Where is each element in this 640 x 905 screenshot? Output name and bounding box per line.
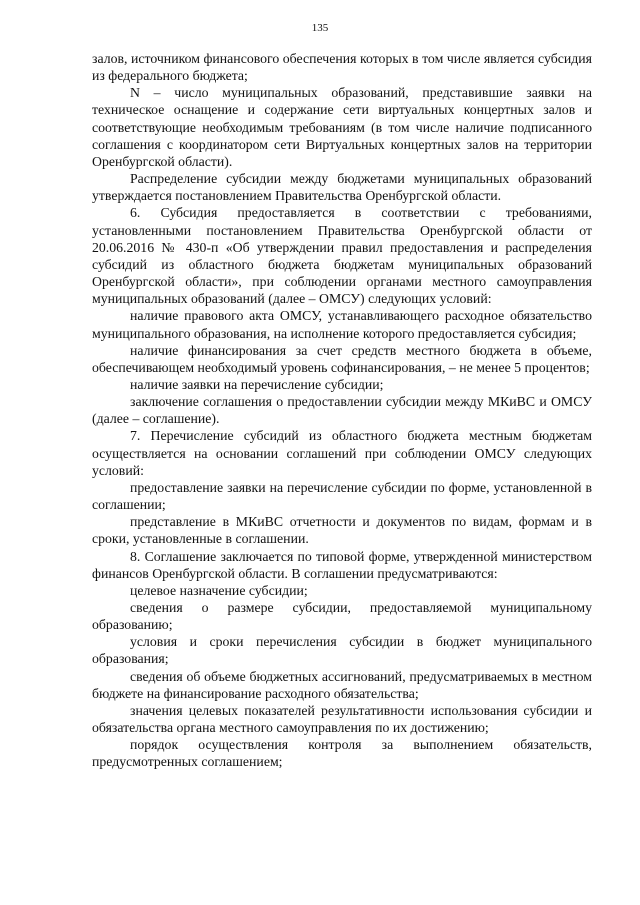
paragraph-clause-6: 6. Субсидия предоставляется в соответствии с требованиями, установленными постановлением Правительства Оренбургской области от 20.06.2016 № 430-п «Об утверждении правил предоставления и распределения субсидий из областного бюджета бюджетам муниципальных образований Оренбургской области», при соблюдении органами местного самоуправления муниципальных образований (далее – ОМСУ) следующих условий: [92, 205, 592, 307]
paragraph-condition-agreement: заключение соглашения о предоставлении субсидии между МКиВС и ОМСУ (далее – соглашение). [92, 394, 592, 427]
paragraph-transfer-application: предоставление заявки на перечисление субсидии по форме, установленной в соглашении; [92, 479, 592, 513]
paragraph-agreement-purpose: целевое назначение субсидии; [130, 582, 308, 598]
paragraph-clause-7: 7. Перечисление субсидий из областного бюджета местным бюджетам осуществляется на основании соглашений при соблюдении ОМСУ следующих условий: [92, 428, 592, 478]
paragraph-condition-financing: наличие финансирования за счет средств местного бюджета в объеме, обеспечивающем необходимый уровень софинансирования, – не менее 5 процентов; [92, 342, 592, 375]
paragraph-condition-application: наличие заявки на перечисление субсидии; [130, 376, 384, 392]
paragraph-distribution: Распределение субсидии между бюджетами муниципальных образований утверждается постановлением Правительства Оренбургской области. [92, 171, 592, 204]
paragraph-agreement-amount: сведения о размере субсидии, предоставляемой муниципальному образованию; [92, 600, 592, 633]
paragraph-continuation: залов, источником финансового обеспечения которых в том числе является субсидия из федерального бюджета; [92, 51, 592, 84]
paragraph-agreement-allocations: сведения об объеме бюджетных ассигнований, предусматриваемых в местном бюджете на финансирование расходного обязательства; [92, 668, 592, 701]
paragraph-agreement-control: порядок осуществления контроля за выполнением обязательств, предусмотренных соглашением; [92, 737, 592, 770]
paragraph-clause-8: 8. Соглашение заключается по типовой форме, утвержденной министерством финансов Оренбургской области. В соглашении предусматриваются: [92, 548, 592, 581]
paragraph-agreement-terms: условия и сроки перечисления субсидии в бюджет муниципального образования; [92, 634, 592, 667]
paragraph-n-definition: N – число муниципальных образований, представившие заявки на техническое оснащение и содержание сети виртуальных концертных залов и соответствующие необходимым требованиям (в том числе наличие подписанного соглашения с координатором сети Виртуальных концертных залов на территории Оренбургской области). [92, 85, 592, 169]
paragraph-agreement-indicators: значения целевых показателей результативности использования субсидии и обязательства органа местного самоуправления по их достижению; [92, 702, 592, 736]
body-text [92, 50, 592, 771]
paragraph-condition-legal-act: наличие правового акта ОМСУ, устанавливающего расходное обязательство муниципального образования, на исполнение которого предоставляется субсидия; [92, 308, 592, 341]
page-number: 135 [311, 22, 329, 34]
paragraph-transfer-reporting: представление в МКиВС отчетности и документов по видам, формам и в сроки, установленные в соглашении. [92, 514, 592, 547]
